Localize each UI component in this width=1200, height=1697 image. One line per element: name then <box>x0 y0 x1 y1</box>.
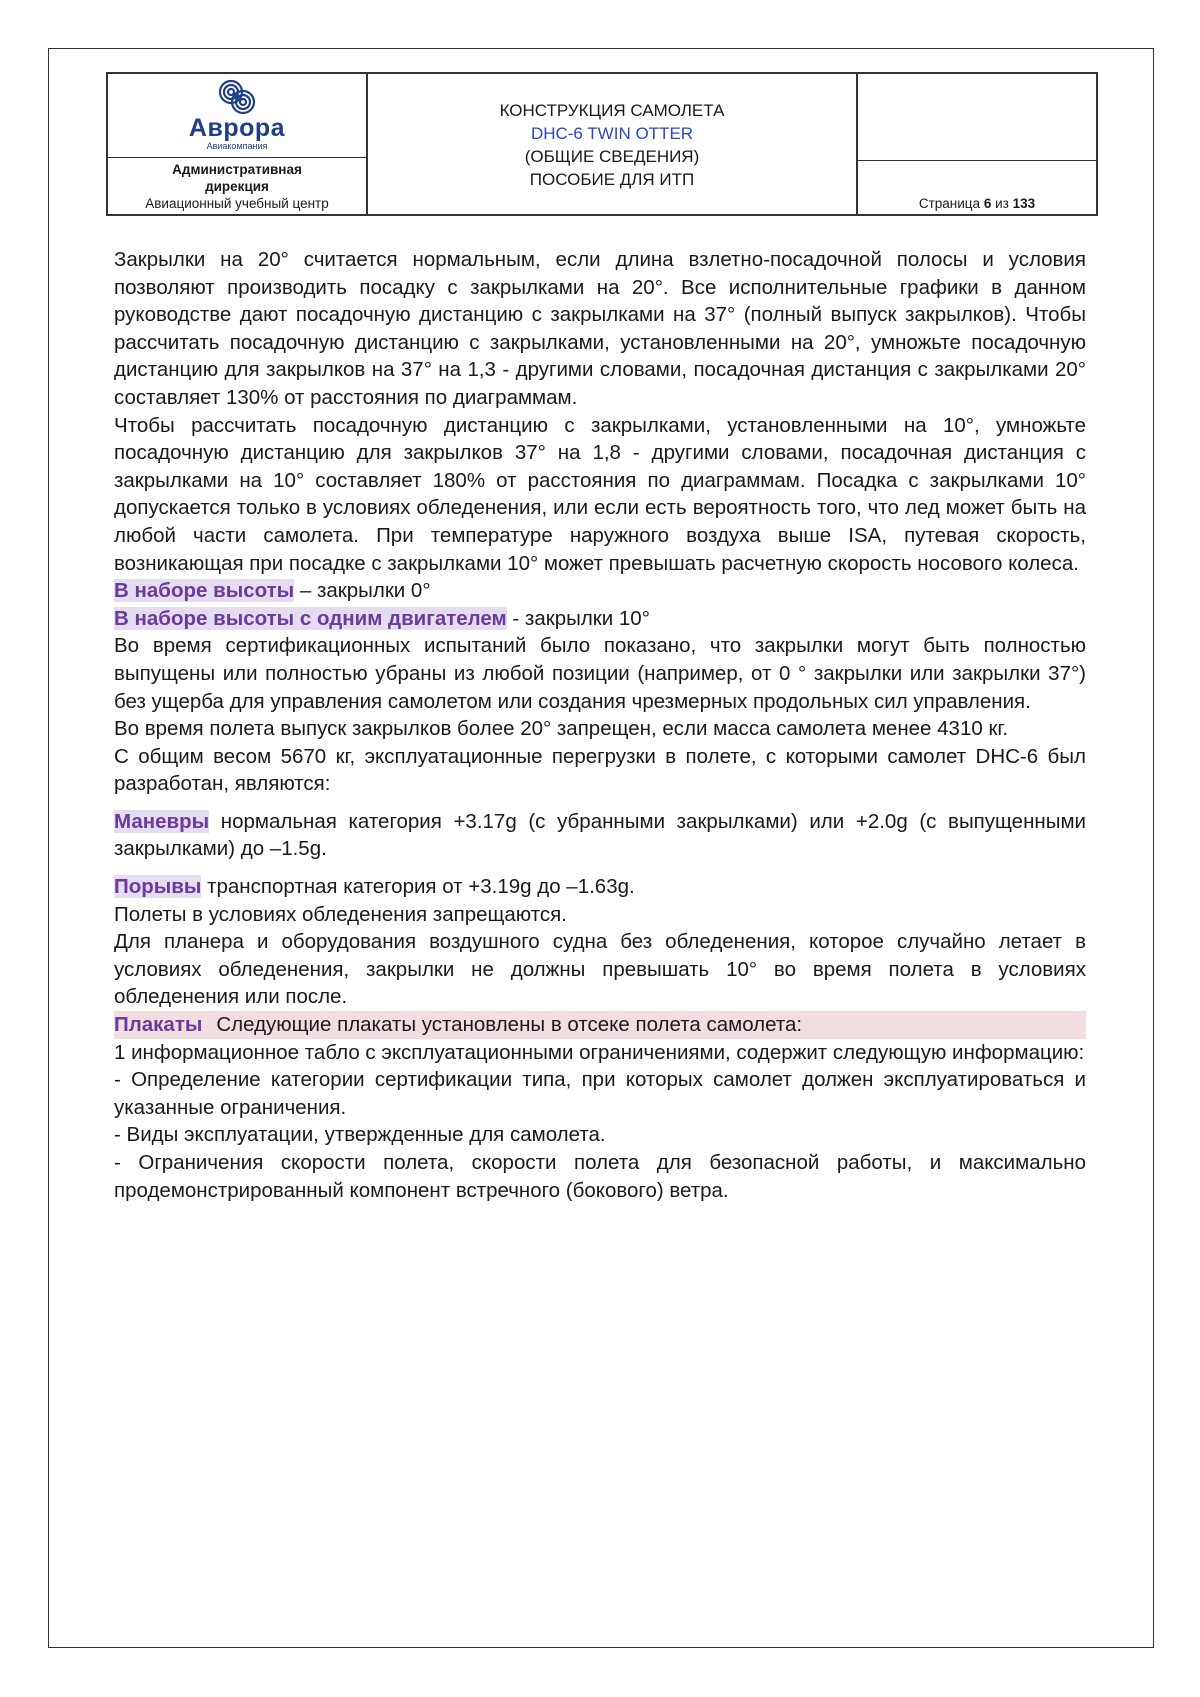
document-body <box>114 246 1086 1204</box>
dept-line3: Авиационный учебный центр <box>145 196 329 211</box>
logo-text: Аврора <box>188 114 286 142</box>
climb-label: В наборе высоты <box>114 579 295 603</box>
title-line2: DHC-6 TWIN OTTER <box>530 124 694 143</box>
header-right-column <box>858 74 1096 214</box>
paragraph-load-limits: С общим весом 5670 кг, эксплуатационные перегрузки в полете, с которыми самолет DHC-6 был разработан, являются: <box>114 744 1086 796</box>
list-item-operations: - Виды эксплуатации, утвержденные для самолета. <box>114 1123 606 1147</box>
maneuvers-label: Маневры <box>114 809 210 833</box>
header-left-column <box>108 74 368 214</box>
climb-oei-line: В наборе высоты с одним двигателем - закрылки 10° <box>114 606 650 630</box>
title-line1: КОНСТРУКЦИЯ САМОЛЕТА <box>499 101 725 120</box>
document-title <box>368 74 858 214</box>
paragraph-info-board: 1 информационное табло с эксплуатационными ограничениями, содержит следующую информацию: <box>114 1040 1085 1064</box>
company-logo <box>108 74 366 158</box>
paragraph-flap-limit: Во время полета выпуск закрылков более 20° запрещен, если масса самолета менее 4310 кг. <box>114 717 1009 741</box>
list-item-speed-limits: - Ограничения скорости полета, скорости полета для безопасной работы, и максимально продемонстрированный компонент встречного (бокового) ветра. <box>114 1151 1086 1202</box>
gusts-line: Порывы транспортная категория от +3.19g до –1.63g. <box>114 875 635 899</box>
paragraph-certification: Во время сертификационных испытаний было показано, что закрылки могут быть полностью выпущены или полностью убраны из любой позиции (например, от 0 ° закрылки или закрылки 37°) без ущерба для управления самолетом или создания чрезмерных продольных сил управления. <box>114 634 1086 713</box>
climb-oei-label: В наборе высоты с одним двигателем <box>114 606 507 630</box>
climb-line: В наборе высоты – закрылки 0° <box>114 579 431 603</box>
paragraph-icing-prohibited: Полеты в условиях обледенения запрещаются. <box>114 902 567 926</box>
dept-line2: дирекция <box>205 179 269 194</box>
document-header <box>106 72 1098 216</box>
title-line4: ПОСОБИЕ ДЛЯ ИТП <box>529 170 695 189</box>
paragraph-flaps-10: Чтобы рассчитать посадочную дистанцию с закрылками, установленными на 10°, умножьте посадочную дистанцию для закрылков 37° на 1,8 - другими словами, посадочная дистанция с закрылками на 10° составляет 180% от расстояния по диаграммам. Посадка с закрылками 10° допускается только в условиях обледенения, или если есть вероятность того, что лед может быть на любой части самолета. При температуре наружного воздуха выше ISA, путевая скорость, возникающая при посадке с закрылками 10° может превышать расчетную скорость носового колеса. <box>114 413 1086 575</box>
gusts-label: Порывы <box>114 875 202 899</box>
logo-subtext: Авиакомпания <box>206 141 268 151</box>
title-line3: (ОБЩИЕ СВЕДЕНИЯ) <box>524 147 700 166</box>
department-cell <box>108 158 366 214</box>
paragraph-icing-flaps: Для планера и оборудования воздушного судна без обледенения, которое случайно летает в условиях обледенения, закрылки не должны превышать 10° во время полета в условиях обледенения или после. <box>114 930 1086 1009</box>
paragraph-flaps-20: Закрылки на 20° считается нормальным, если длина взлетно-посадочной полосы и условия позволяют производить посадку с закрылками на 20°. Все исполнительные графики в данном руководстве дают посадочную дистанцию с закрылками на 37° (полный выпуск закрылков). Чтобы рассчитать посадочную дистанцию с закрылками, установленными на 20°, умножьте посадочную дистанцию для закрылков на 37° на 1,3 - другими словами, посадочная дистанция с закрылками 20° составляет 130% от расстояния по диаграммам. <box>114 248 1086 409</box>
maneuvers-line: Маневры нормальная категория +3.17g (с убранными закрылками) или +2.0g (с выпущенными закрылками) до –1.5g. <box>114 809 1086 861</box>
aurora-swirl-icon <box>217 78 257 116</box>
placards-label: Плакаты <box>114 1013 203 1037</box>
placards-line: Плакаты Следующие плакаты установлены в отсеке полета самолета: <box>114 1011 1086 1039</box>
header-right-empty-cell <box>858 74 1096 161</box>
dept-line1: Административная <box>172 162 302 177</box>
page-number: Страница 6 из 133 <box>918 196 1036 211</box>
list-item-certification: - Определение категории сертификации типа, при которых самолет должен эксплуатироваться и указанные ограничения. <box>114 1068 1086 1119</box>
